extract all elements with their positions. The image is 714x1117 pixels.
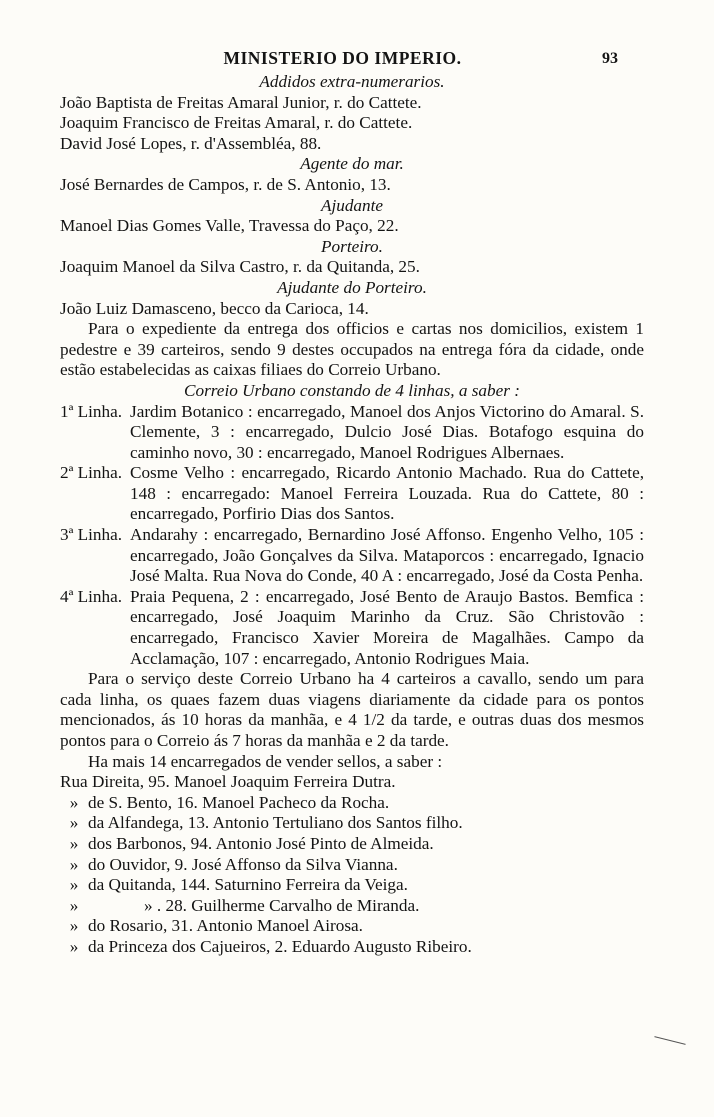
expedient-paragraph: Para o expediente da entrega dos officios e cartas nos domicilios, existem 1 pedestre e 39 carteiros, sendo 9 destes occupados na entrega fóra da cidade, onde estão estabelecidas as caixas filiaes do Correio Urbano. — [60, 319, 644, 380]
route-text: Praia Pequena, 2 : encarregado, José Bento de Araujo Bastos. Bemfica : encarregado, José Joaquim Marinho da Cruz. São Christovão : encarregado, Francisco Xavier Moreira de Magalhães. Campo da Acclamação, 107 : encarregado, Antonio Rodrigues Maia. — [130, 586, 644, 668]
seller-text: dos Barbonos, 94. Antonio José Pinto de Almeida. — [88, 833, 434, 853]
route-label: 2ª Linha. — [60, 463, 123, 483]
seller-text: de S. Bento, 16. Manoel Pacheco da Rocha. — [88, 792, 390, 812]
addido-entry: Joaquim Francisco de Freitas Amaral, r. do Cattete. — [60, 113, 413, 133]
ditto-mark: » — [69, 854, 79, 874]
seller-entry-first: Rua Direita, 95. Manoel Joaquim Ferreira Dutra. — [60, 772, 396, 792]
ditto-mark: » — [69, 833, 79, 853]
seller-text: do Rosario, 31. Antonio Manoel Airosa. — [88, 916, 363, 936]
section-heading-addidos: Addidos extra-numerarios. — [259, 72, 445, 91]
seller-entry — [60, 896, 644, 917]
seller-entry — [60, 937, 644, 958]
ditto-mark: » — [69, 895, 79, 915]
ditto-mark: » — [69, 792, 79, 812]
route-text: Jardim Botanico : encarregado, Manoel dos Anjos Victorino do Amaral. S. Clemente, 3 : encarregado, Dulcio José Dias. Botafogo esquina do caminho novo, 30 : encarregado, Manoel Rodrigues Albernaes. — [130, 401, 644, 462]
route-line-3 — [60, 525, 644, 587]
margin-stroke — [654, 1036, 685, 1045]
porteiro-entry: Joaquim Manoel da Silva Castro, r. da Quitanda, 25. — [60, 257, 420, 277]
service-paragraph: Para o serviço deste Correio Urbano ha 4 carteiros a cavallo, sendo um para cada linha, os quaes fazem duas viagens diariamente da cidade para os pontos mencionados, ás 10 horas da manhãa, e 4 1/2 da tarde, e outras duas dos mesmos pontos para o Correio ás 7 horas da manhãa e 2 da tarde. — [60, 669, 644, 750]
ditto-mark: » — [69, 813, 79, 833]
sellers-intro: Ha mais 14 encarregados de vender sellos, a saber : — [88, 751, 443, 771]
seller-entry — [60, 834, 644, 855]
page-header — [0, 48, 714, 72]
ditto-mark: » — [69, 875, 79, 895]
seller-text: da Princeza dos Cajueiros, 2. Eduardo Augusto Ribeiro. — [88, 936, 472, 956]
seller-text: da Quitanda, 144. Saturnino Ferreira da Veiga. — [88, 875, 408, 895]
section-heading-porteiro: Porteiro. — [321, 236, 383, 256]
ditto-mark: » — [69, 916, 79, 936]
agente-entry: José Bernardes de Campos, r. de S. Antonio, 13. — [60, 174, 391, 194]
seller-entry — [60, 855, 644, 876]
section-heading-ajudante: Ajudante — [320, 195, 384, 215]
seller-text: » . 28. Guilherme Carvalho de Miranda. — [144, 895, 420, 915]
ditto-mark: » — [69, 936, 79, 956]
seller-text: da Alfandega, 13. Antonio Tertuliano dos Santos filho. — [88, 813, 463, 833]
seller-entry — [60, 793, 644, 814]
route-line-4 — [60, 587, 644, 669]
section-heading-ajudante-porteiro: Ajudante do Porteiro. — [277, 277, 427, 297]
route-label: 1ª Linha. — [60, 401, 123, 421]
route-label: 4ª Linha. — [60, 586, 123, 606]
route-text: Andarahy : encarregado, Bernardino José Affonso. Engenho Velho, 105 : encarregado, João Gonçalves da Silva. Mataporcos : encarregado, Ignacio José Malta. Rua Nova do Conde, 40 A : encarregado, José da Costa Penha. — [130, 525, 644, 586]
route-label: 3ª Linha. — [60, 525, 123, 545]
ajudante-porteiro-entry: João Luiz Damasceno, becco da Carioca, 14. — [60, 298, 369, 318]
route-line-1 — [60, 402, 644, 464]
addido-entry: João Baptista de Freitas Amaral Junior, r. do Cattete. — [60, 92, 422, 112]
section-heading-agente: Agente do mar. — [300, 154, 404, 174]
addido-entry: David José Lopes, r. d'Assembléa, 88. — [60, 133, 322, 153]
route-text: Cosme Velho : encarregado, Ricardo Antonio Machado. Rua do Cattete, 148 : encarregado: Manoel Ferreira Louzada. Rua do Cattete, 80 : encarregado, Porfirio Dias dos Santos. — [130, 463, 644, 524]
route-line-2 — [60, 463, 644, 525]
seller-entry — [60, 875, 644, 896]
ajudante-entry: Manoel Dias Gomes Valle, Travessa do Paço, 22. — [60, 216, 399, 236]
seller-entry — [60, 813, 644, 834]
correio-urbano-heading: Correio Urbano constando de 4 linhas, a saber : — [184, 380, 520, 400]
seller-text: do Ouvidor, 9. José Affonso da Silva Vianna. — [88, 854, 398, 874]
seller-entry — [60, 916, 644, 937]
running-title: MINISTERIO DO IMPERIO. — [223, 48, 462, 68]
page-body — [60, 72, 644, 958]
page-number: 93 — [602, 50, 618, 67]
